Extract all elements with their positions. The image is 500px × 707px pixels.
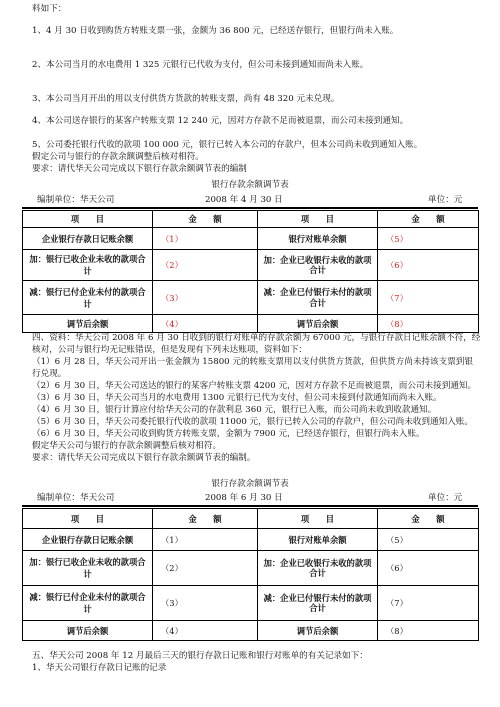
- table-row: [23, 586, 479, 621]
- section3-item-4: 4、本公司送存银行的某客户转账支票 12 240 元，因对方存款不足而被退票，而公司未接到通知。: [32, 116, 409, 126]
- amount-cell[interactable]: （2）: [153, 551, 258, 586]
- section4-line: （5）6 月 30 日，华天公司委托银行代收的款项 11000 元，银行已转入公司的存款户，但公司尚未收到通知入账。: [32, 417, 473, 427]
- section3-item-5: 5、公司委托银行代收的款项 100 000 元，银行已转入本公司的存款户，但本公司尚未收到通知入账。: [32, 140, 423, 150]
- section4-line: （1）6 月 28 日，华天公司开出一张金额为 15800 元的转账支票用以支付供货方货款，但供货方尚未持该支票到银: [32, 357, 473, 367]
- row-label: 减：企业已付银行未付的款项合计: [258, 586, 378, 621]
- reconciliation-table-1: [22, 210, 479, 333]
- amount-cell[interactable]: （7）: [378, 586, 479, 621]
- table2-date: 2008 年 6 月 30 日: [205, 493, 283, 503]
- row-label: 加：银行已收企业未收的款项合计: [23, 250, 153, 281]
- amount-cell[interactable]: （6）: [378, 551, 479, 586]
- section5-heading: 五、华天公司 2008 年 12 月最后三天的银行存款日记账和银行对账单的有关记录如下：: [32, 651, 368, 661]
- section3-item-3: 3、本公司当月开出的用以支付供货方货款的转账支票，尚有 48 320 元未兑现。: [32, 94, 340, 104]
- table1-currency: 单位：元: [428, 195, 463, 205]
- table1-title: 银行存款余额调节表: [211, 180, 289, 190]
- col-header-item: 项 目: [258, 509, 378, 529]
- row-label: 企业银行存款日记账余额: [23, 228, 153, 250]
- amount-cell[interactable]: （7）: [378, 281, 479, 315]
- col-header-amount: 金 额: [378, 211, 479, 228]
- amount-cell[interactable]: （4）: [153, 315, 258, 333]
- table1-date: 2008 年 4 月 30 日: [205, 195, 283, 205]
- amount-cell[interactable]: （2）: [153, 250, 258, 281]
- row-label: 加：企业已收银行未收的款项合计: [258, 250, 378, 281]
- col-header-amount: 金 额: [378, 509, 479, 529]
- amount-cell[interactable]: （5）: [378, 529, 479, 551]
- table2-unit-label: 编制单位：华天公司: [37, 493, 115, 503]
- amount-cell[interactable]: （6）: [378, 250, 479, 281]
- section4-line: （3）6 月 30 日，华天公司当月的水电费用 1300 元银行已代为支付，但公司未接到付款通知而尚未入账。: [32, 393, 442, 403]
- row-label: 减：企业已付银行未付的款项合计: [258, 281, 378, 315]
- col-header-item: 项 目: [23, 509, 153, 529]
- row-label: 调节后余额: [258, 621, 378, 641]
- row-label: 调节后余额: [23, 621, 153, 641]
- amount-cell[interactable]: （8）: [378, 621, 479, 641]
- row-label: 调节后余额: [258, 315, 378, 333]
- section4-line: 假定华天公司与银行的存款余额调整后核对相符。: [32, 441, 222, 451]
- section3-item-2: 2、本公司当月的水电费用 1 325 元银行已代收为支付，但公司未接到通知而尚未入账。: [32, 60, 369, 70]
- row-label: 减：银行已付企业未付的款项合计: [23, 281, 153, 315]
- col-header-amount: 金 额: [153, 509, 258, 529]
- section4-line: 要求：请代华天公司完成以下银行存款余额调节表的编制。: [32, 453, 256, 463]
- table-row: [23, 250, 479, 281]
- table-header-row: [23, 211, 479, 228]
- amount-cell[interactable]: （4）: [153, 621, 258, 641]
- section4-line: （4）6 月 30 日，银行计算应付给华天公司的存款利息 360 元，银行已入账，而公司尚未收到收款通知。: [32, 405, 437, 415]
- table-row: [23, 551, 479, 586]
- section4-line: 行兑现。: [32, 369, 67, 379]
- row-label: 企业银行存款日记账余额: [23, 529, 153, 551]
- section5-sub: 1、华天公司银行存款日记账的记录: [32, 663, 167, 673]
- table-row: [23, 621, 479, 641]
- table1-top-rule: [22, 207, 478, 209]
- amount-cell[interactable]: （1）: [153, 228, 258, 250]
- table-row: [23, 315, 479, 333]
- table2-currency: 单位：元: [428, 493, 463, 503]
- table-row: [23, 228, 479, 250]
- row-label: 银行对账单余额: [258, 228, 378, 250]
- table-header-row: [23, 509, 479, 529]
- section3-item-1: 1、4 月 30 日收到购货方转账支票一张，金额为 36 800 元，已经送存银行，但银行尚未入账。: [32, 26, 399, 36]
- table2-top-rule: [22, 505, 478, 507]
- section3-assume: 假定公司与银行的存款余额调整后核对相符。: [32, 152, 204, 162]
- col-header-item: 项 目: [258, 211, 378, 228]
- amount-cell[interactable]: （8）: [378, 315, 479, 333]
- col-header-item: 项 目: [23, 211, 153, 228]
- row-label: 调节后余额: [23, 315, 153, 333]
- amount-cell[interactable]: （3）: [153, 281, 258, 315]
- amount-cell[interactable]: （5）: [378, 228, 479, 250]
- section4-line: 四、资料：华天公司 2008 年 6 月 30 日收到的银行对账单的存款余额为 67000 元，与银行存款日记账余额不符，经: [32, 333, 481, 343]
- section4-line: 核对，公司与银行均无记账错误，但是发现有下列未达账项，资料如下：: [32, 345, 308, 355]
- section3-require: 要求：请代华天公司完成以下银行存款余额调节表的编制: [32, 164, 247, 174]
- table-row: [23, 281, 479, 315]
- row-label: 加：企业已收银行未收的款项合计: [258, 551, 378, 586]
- amount-cell[interactable]: （1）: [153, 529, 258, 551]
- table1-unit-label: 编制单位：华天公司: [37, 195, 115, 205]
- row-label: 银行对账单余额: [258, 529, 378, 551]
- section3-intro: 料如下：: [32, 4, 67, 14]
- section4-line: （2）6 月 30 日，华天公司送达的银行的某客户转账支票 4200 元，因对方存款不足而被退票，而公司未接到通知。: [32, 381, 477, 391]
- amount-cell[interactable]: （3）: [153, 586, 258, 621]
- row-label: 减：银行已付企业未付的款项合计: [23, 586, 153, 621]
- row-label: 加：银行已收企业未收的款项合计: [23, 551, 153, 586]
- reconciliation-table-2: [22, 508, 479, 641]
- table-row: [23, 529, 479, 551]
- col-header-amount: 金 额: [153, 211, 258, 228]
- section4-line: （6）6 月 30 日，华天公司收到购货方转账支票，金额为 7900 元，已经送存银行，但银行尚未入账。: [32, 429, 425, 439]
- table2-title: 银行存款余额调节表: [211, 479, 289, 489]
